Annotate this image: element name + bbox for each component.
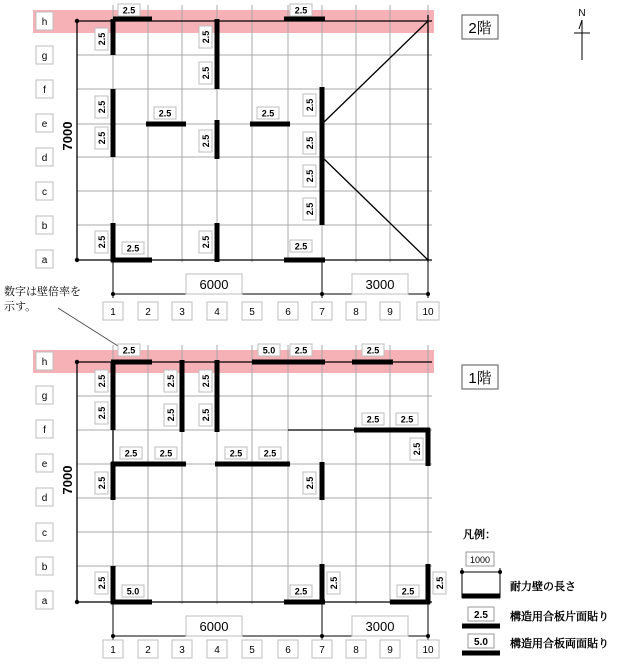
legend-item-text: 構造用合板両面貼り bbox=[510, 638, 609, 650]
col-label: 3 bbox=[179, 645, 185, 656]
north-label: N bbox=[578, 8, 586, 19]
row-label: d bbox=[41, 153, 48, 164]
col-label: 2 bbox=[145, 645, 151, 656]
wall-label: 2.5 bbox=[305, 169, 315, 183]
col-label: 10 bbox=[422, 307, 434, 318]
wall-label: 5.0 bbox=[262, 345, 276, 356]
legend-sample-label: 2.5 bbox=[474, 610, 488, 621]
wall-label: 2.5 bbox=[97, 32, 107, 46]
dim-horizontal: 3000 bbox=[365, 619, 395, 634]
wall-label: 2.5 bbox=[294, 5, 308, 16]
row-label: a bbox=[41, 255, 48, 266]
wall-label: 2.5 bbox=[122, 345, 136, 356]
legend-sample-label: 5.0 bbox=[474, 637, 488, 648]
wall-label: 5.0 bbox=[126, 586, 140, 597]
row-label: a bbox=[41, 596, 48, 607]
row-label: h bbox=[41, 17, 48, 28]
legend-dimension-sample: 1000 bbox=[469, 555, 491, 565]
dim-horizontal: 6000 bbox=[199, 277, 229, 292]
wall-label: 2.5 bbox=[201, 30, 211, 44]
row-label: g bbox=[41, 51, 48, 62]
wall-label: 2.5 bbox=[201, 66, 211, 80]
wall-label: 2.5 bbox=[263, 448, 277, 459]
dim-vertical: 7000 bbox=[60, 465, 75, 495]
legend-item-text: 耐力壁の長さ bbox=[510, 581, 576, 593]
floor2-row-labels bbox=[36, 12, 53, 268]
wall-label: 2.5 bbox=[201, 408, 211, 422]
wall-label: 2.5 bbox=[97, 476, 107, 490]
wall-label: 2.5 bbox=[97, 235, 107, 249]
wall-label: 2.5 bbox=[329, 576, 339, 590]
col-label: 4 bbox=[214, 645, 220, 656]
col-label: 4 bbox=[214, 307, 220, 318]
floor1-col-labels bbox=[103, 640, 439, 658]
row-label: f bbox=[43, 425, 46, 436]
floor1-row-labels bbox=[36, 352, 53, 609]
row-label: f bbox=[43, 85, 46, 96]
floor1-plan bbox=[33, 344, 498, 658]
wall-label: 2.5 bbox=[97, 131, 107, 145]
wall-label: 2.5 bbox=[305, 476, 315, 490]
wall-label: 2.5 bbox=[159, 448, 173, 459]
wall-label: 2.5 bbox=[366, 345, 380, 356]
row-label: g bbox=[41, 391, 48, 402]
row-label: e bbox=[41, 459, 48, 470]
floor2-wall-labels bbox=[95, 4, 316, 254]
col-label: 8 bbox=[353, 307, 359, 318]
north-arrow bbox=[574, 8, 590, 60]
wall-label: 2.5 bbox=[294, 345, 308, 356]
legend-title: 凡例： bbox=[463, 529, 496, 541]
col-label: 9 bbox=[387, 307, 393, 318]
wall-label: 2.5 bbox=[229, 448, 243, 459]
row-label: c bbox=[42, 187, 47, 198]
floor1-grid bbox=[77, 345, 432, 604]
wall-label: 2.5 bbox=[158, 108, 172, 119]
wall-label: 2.5 bbox=[126, 243, 140, 254]
dim-horizontal: 3000 bbox=[365, 277, 395, 292]
floor1-title: 1階 bbox=[468, 370, 492, 387]
wall-label: 2.5 bbox=[401, 586, 415, 597]
legend-item-text: 構造用合板片面貼り bbox=[510, 611, 609, 623]
wall-label: 2.5 bbox=[412, 442, 422, 456]
col-label: 1 bbox=[110, 307, 116, 318]
wall-label: 2.5 bbox=[122, 5, 136, 16]
legend bbox=[460, 527, 609, 653]
wall-label: 2.5 bbox=[261, 108, 275, 119]
col-label: 8 bbox=[353, 645, 359, 656]
col-label: 6 bbox=[285, 645, 291, 656]
wall-label: 2.5 bbox=[97, 100, 107, 114]
floor2-grid bbox=[77, 5, 432, 262]
col-label: 7 bbox=[319, 307, 325, 318]
row-label: h bbox=[41, 357, 48, 368]
col-label: 1 bbox=[110, 645, 116, 656]
col-label: 7 bbox=[319, 645, 325, 656]
wall-label: 2.5 bbox=[366, 414, 380, 425]
col-label: 2 bbox=[145, 307, 151, 318]
wall-label: 2.5 bbox=[97, 406, 107, 420]
wall-label: 2.5 bbox=[305, 98, 315, 112]
wall-label: 2.5 bbox=[294, 586, 308, 597]
wall-label: 2.5 bbox=[166, 408, 176, 422]
row-label: b bbox=[41, 562, 48, 573]
annotation bbox=[4, 284, 118, 346]
col-label: 6 bbox=[285, 307, 291, 318]
col-label: 9 bbox=[387, 645, 393, 656]
col-label: 5 bbox=[249, 645, 255, 656]
col-label: 5 bbox=[249, 307, 255, 318]
wall-label: 2.5 bbox=[97, 576, 107, 590]
wall-label: 2.5 bbox=[305, 136, 315, 150]
wall-label: 2.5 bbox=[201, 235, 211, 249]
wall-label: 2.5 bbox=[400, 414, 414, 425]
row-label: d bbox=[41, 493, 48, 504]
floor1-walls bbox=[111, 360, 430, 604]
col-label: 3 bbox=[179, 307, 185, 318]
wall-label: 2.5 bbox=[97, 374, 107, 388]
dim-vertical: 7000 bbox=[60, 121, 75, 151]
row-label: c bbox=[42, 528, 47, 539]
wall-label: 2.5 bbox=[435, 576, 445, 590]
wall-label: 2.5 bbox=[201, 374, 211, 388]
floor1-corner-dot bbox=[75, 360, 79, 364]
dim-horizontal: 6000 bbox=[199, 619, 229, 634]
floor2-title: 2階 bbox=[468, 20, 492, 37]
floor2-col-labels bbox=[103, 302, 439, 320]
wall-label: 2.5 bbox=[124, 448, 138, 459]
floor2-plan bbox=[33, 4, 498, 320]
wall-label: 2.5 bbox=[305, 202, 315, 216]
annotation-line: 示す。 bbox=[4, 301, 37, 313]
wall-label: 2.5 bbox=[166, 374, 176, 388]
col-label: 10 bbox=[422, 645, 434, 656]
row-label: b bbox=[41, 221, 48, 232]
row-label: e bbox=[41, 119, 48, 130]
floor1-corner-dot bbox=[75, 600, 79, 604]
wall-label: 2.5 bbox=[294, 241, 308, 252]
wall-label: 2.5 bbox=[201, 134, 211, 148]
annotation-line: 数字は壁倍率を bbox=[4, 286, 81, 298]
